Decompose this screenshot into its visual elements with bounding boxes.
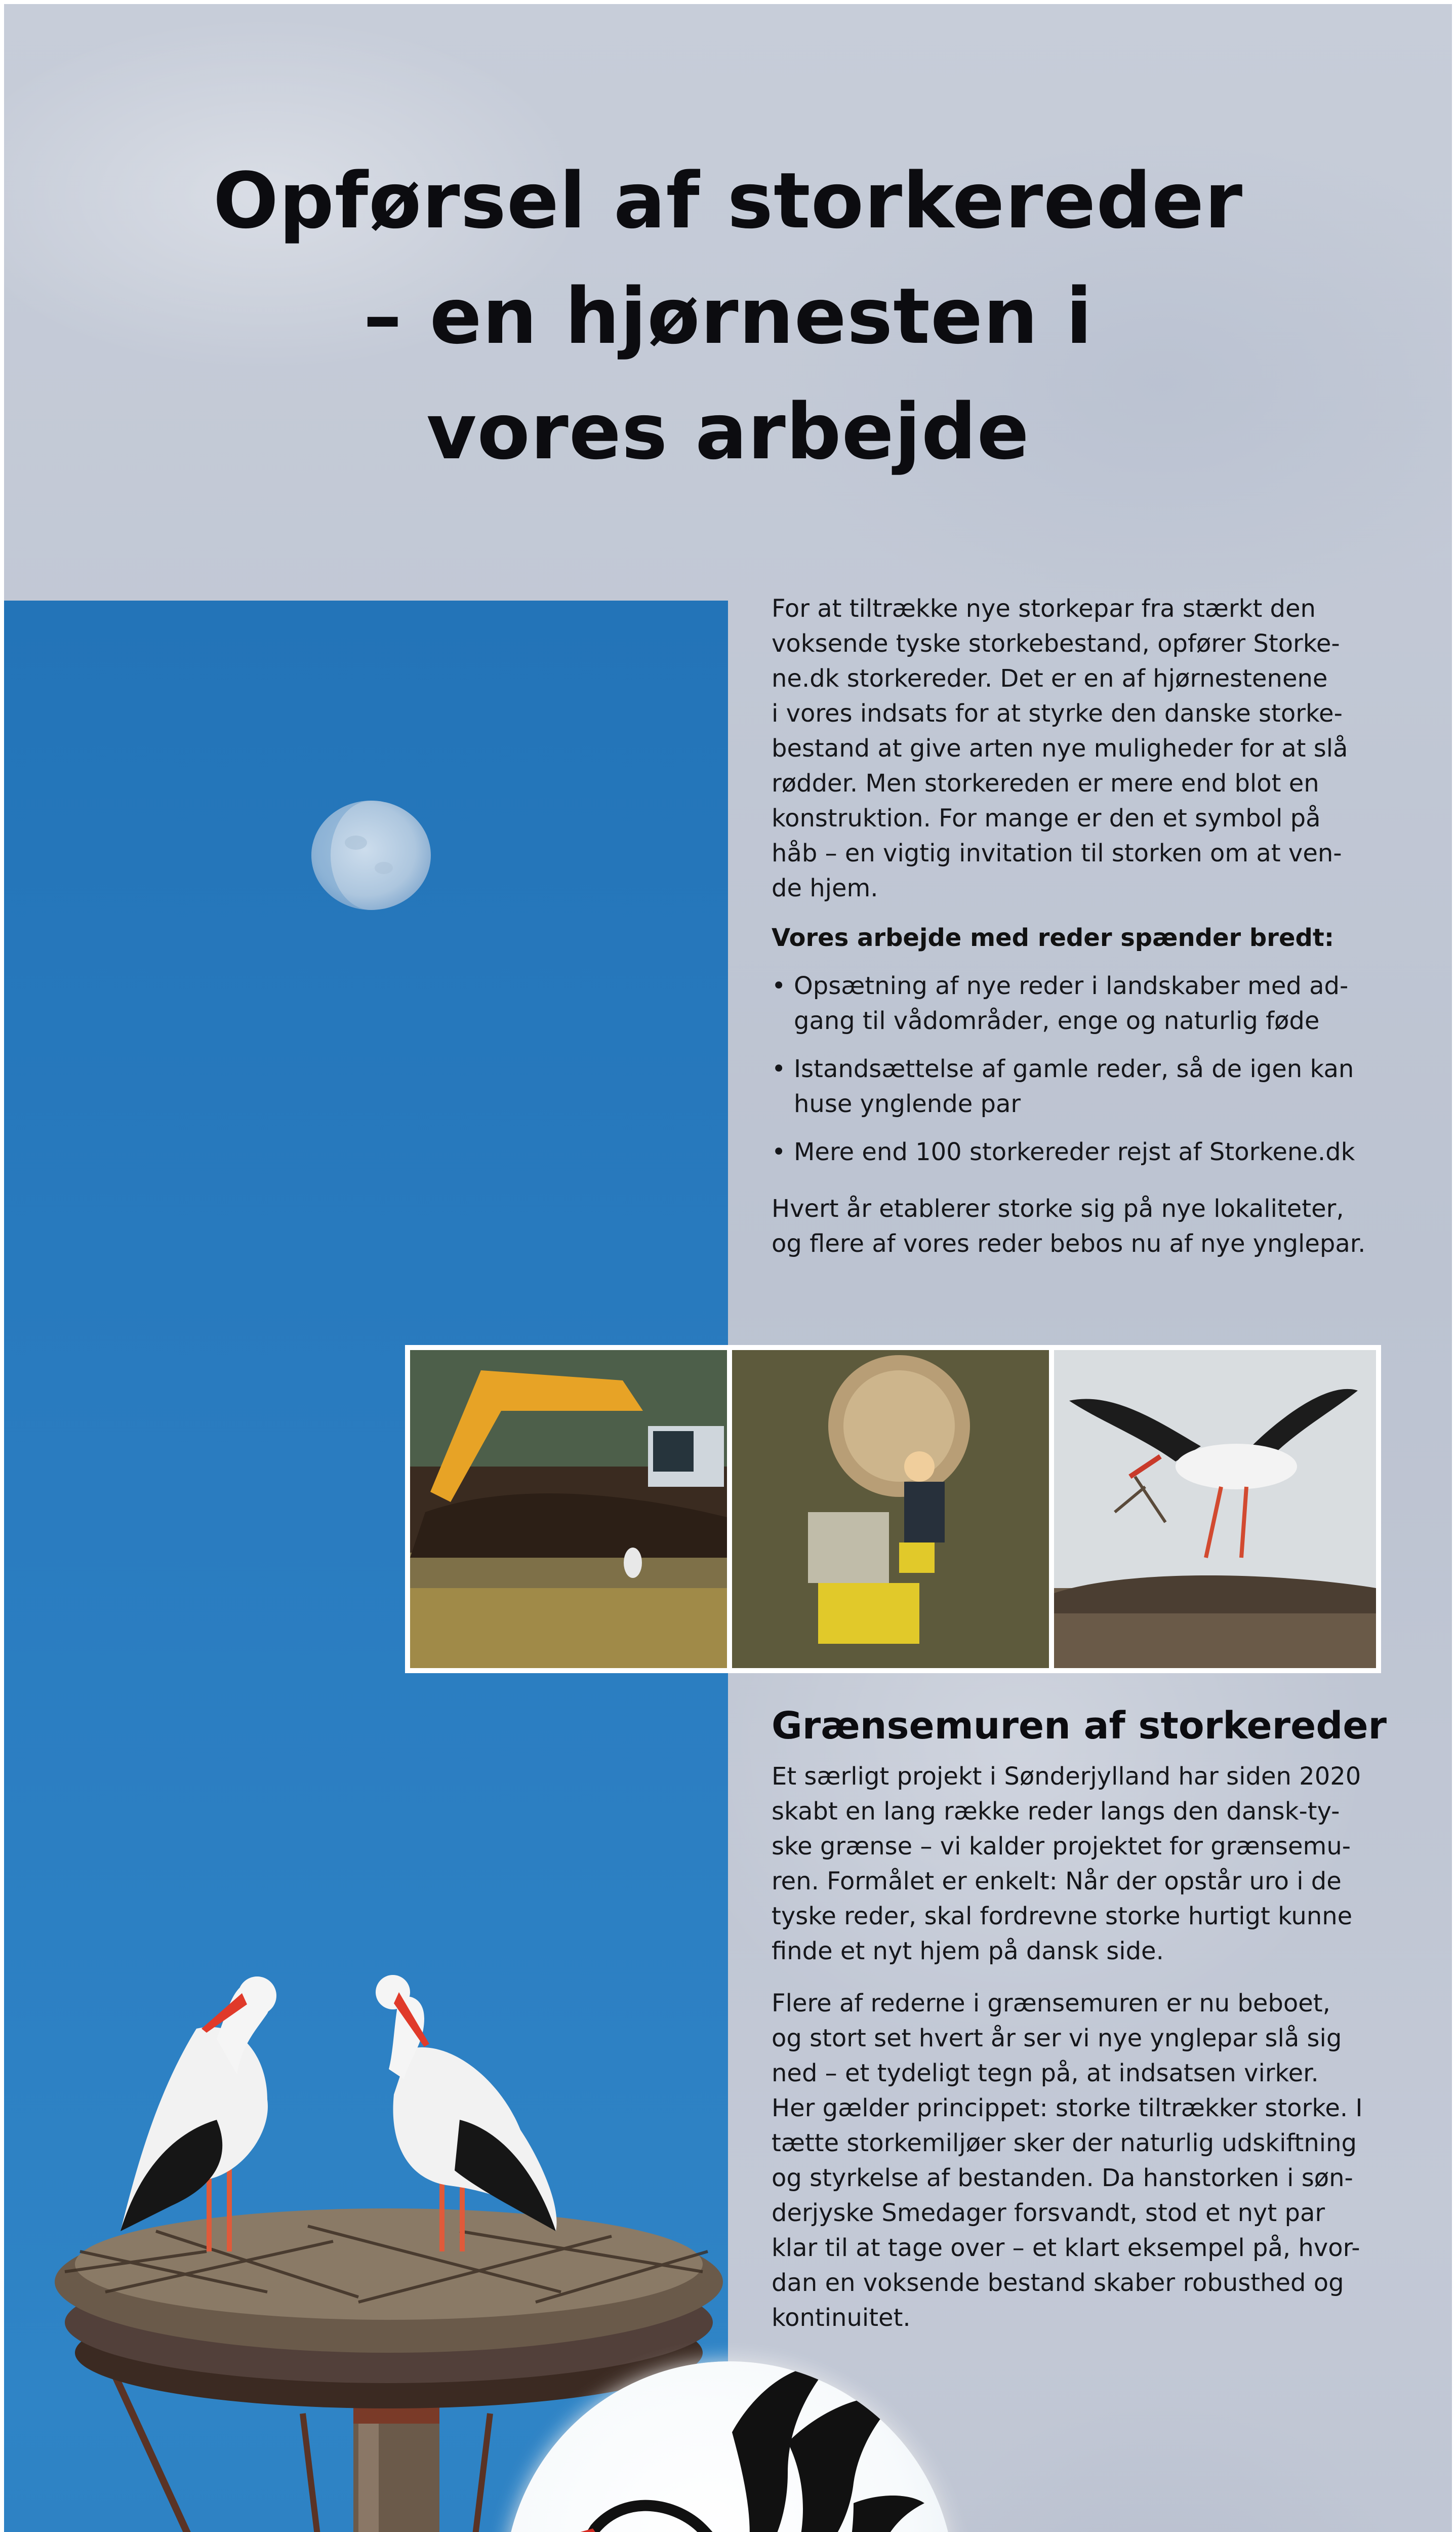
text-line: og flere af vores reder bebos nu af nye ynglepar. [772, 1230, 1366, 1258]
text-line: dan en voksende bestand skaber robusthed og [772, 2269, 1344, 2297]
list-item [772, 1135, 1374, 1170]
border-wall-paragraph-1 [772, 1759, 1374, 1969]
list-item [772, 1052, 1374, 1122]
text-line: Opsætning af nye reder i landskaber med ad- [794, 972, 1349, 1000]
moon-image [308, 797, 434, 914]
outro-paragraph [772, 1192, 1374, 1261]
text-line: Istandsættelse af gamle reder, så de igen kan [794, 1055, 1354, 1083]
text-line: og stort set hvert år ser vi nye ynglepar slå sig [772, 2024, 1342, 2052]
text-line: ren. Formålet er enkelt: Når der opstår uro i de [772, 1867, 1342, 1895]
work-list [772, 969, 1374, 1183]
border-wall-heading: Grænsemuren af storkereder [772, 1704, 1387, 1748]
text-line: Hvert år etablerer storke sig på nye lokaliteter, [772, 1195, 1344, 1223]
text-line: rødder. Men storkereden er mere end blot en [772, 769, 1319, 798]
stork-logo-icon [504, 2361, 955, 2532]
text-line: voksende tyske storkebestand, opfører Storke- [772, 629, 1340, 658]
text-line: i vores indsats for at styrke den danske storke- [772, 699, 1343, 728]
text-line: Her gælder princippet: storke tiltrækker storke. I [772, 2094, 1363, 2122]
text-line: de hjem. [772, 874, 878, 902]
nest-building-photo [732, 1350, 1049, 1668]
title-line: – en hjørnesten i [363, 271, 1093, 361]
storkene-logo [504, 2361, 955, 2532]
bullet-icon: • [772, 972, 786, 1000]
text-line: konstruktion. For mange er den et symbol på [772, 804, 1321, 833]
poster [4, 4, 1452, 2532]
text-line: ne.dk storkereder. Det er en af hjørnestenene [772, 664, 1328, 693]
text-line: kontinuitet. [772, 2304, 911, 2332]
page-title [4, 143, 1452, 490]
intro-paragraph [772, 591, 1374, 906]
text-line: og styrkelse af bestanden. Da hanstorken i søn- [772, 2164, 1353, 2192]
title-line: vores arbejde [426, 387, 1030, 477]
text-line: ske grænse – vi kalder projektet for grænsemu- [772, 1832, 1351, 1861]
bullet-icon: • [772, 1055, 786, 1083]
text-line: bestand at give arten nye muligheder for at slå [772, 734, 1348, 763]
text-line: For at tiltrække nye storkepar fra stærkt den [772, 595, 1316, 623]
text-line: Mere end 100 storkereder rejst af Storkene.dk [794, 1138, 1355, 1166]
bullet-icon: • [772, 1138, 786, 1166]
text-line: gang til vådområder, enge og naturlig føde [794, 1007, 1320, 1035]
work-heading: Vores arbejde med reder spænder bredt: [772, 924, 1334, 952]
text-line: tyske reder, skal fordrevne storke hurtigt kunne [772, 1902, 1353, 1930]
text-line: derjyske Smedager forsvandt, stod et nyt par [772, 2199, 1325, 2227]
text-line: håb – en vigtig invitation til storken om at ven- [772, 839, 1342, 867]
excavator-photo [410, 1350, 727, 1668]
photo-strip [405, 1345, 1381, 1673]
text-line: Flere af rederne i grænsemuren er nu beboet, [772, 1989, 1330, 2017]
text-line: tætte storkemiljøer sker der naturlig udskiftning [772, 2129, 1357, 2157]
text-line: finde et nyt hjem på dansk side. [772, 1937, 1164, 1965]
list-item [772, 969, 1374, 1039]
flying-stork-photo [1054, 1350, 1376, 1668]
text-line: huse ynglende par [794, 1090, 1021, 1118]
text-line: ned – et tydeligt tegn på, at indsatsen virker. [772, 2059, 1319, 2087]
border-wall-paragraph-2 [772, 1986, 1374, 2336]
text-line: skabt en lang række reder langs den dansk-ty- [772, 1797, 1340, 1826]
title-line: Opførsel af storkereder [213, 156, 1243, 246]
text-line: klar til at tage over – et klart eksempel på, hvor- [772, 2234, 1360, 2262]
text-line: Et særligt projekt i Sønderjylland har siden 2020 [772, 1762, 1361, 1791]
